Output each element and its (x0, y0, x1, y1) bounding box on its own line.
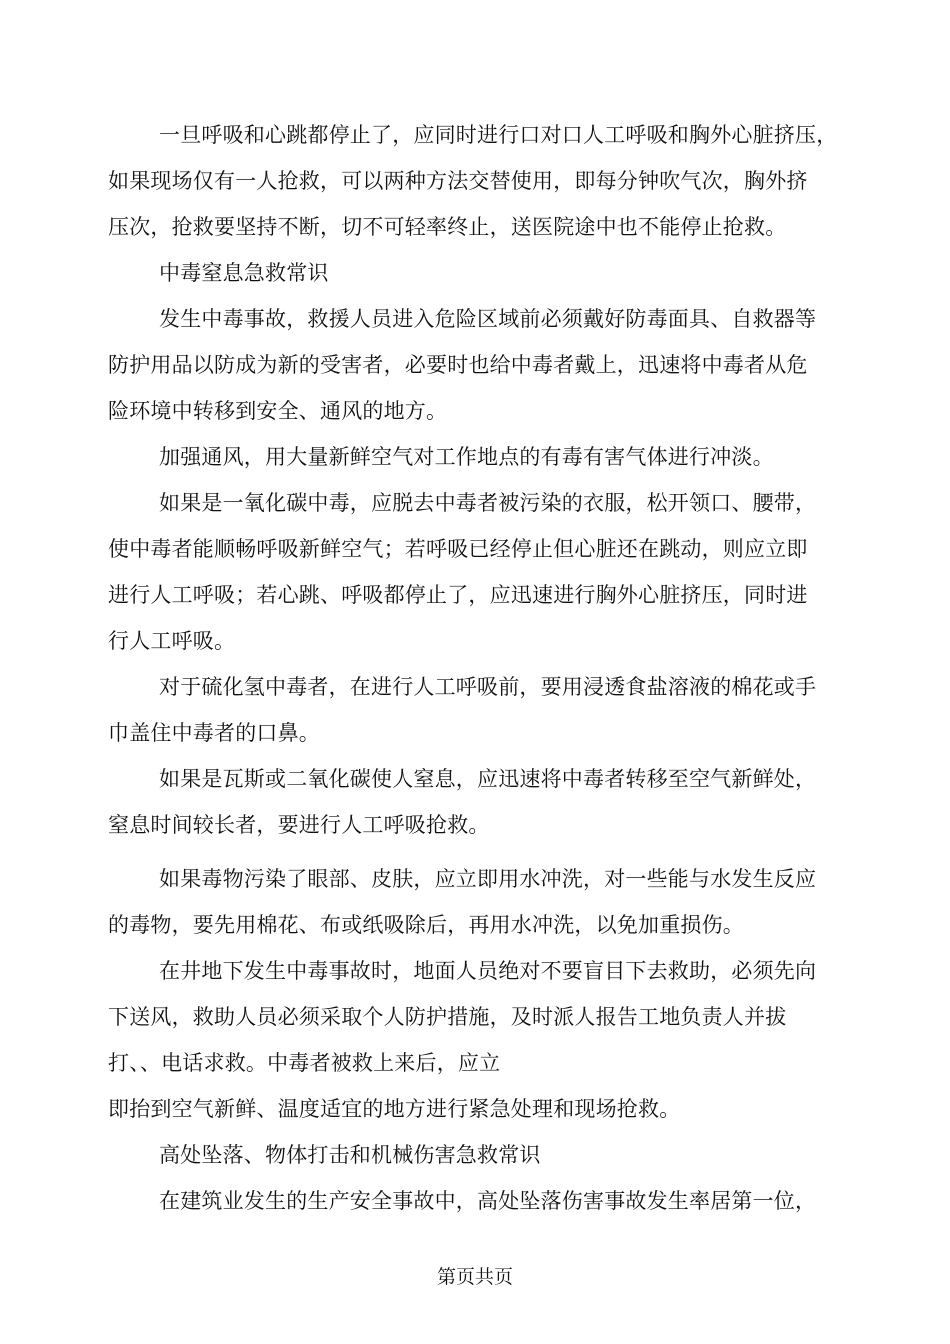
paragraph-line: 对于硫化氢中毒者，在进行人工呼吸前，要用浸透食盐溶液的棉花或手 (159, 675, 817, 699)
page-footer: 第页共页 (436, 1266, 513, 1288)
paragraph-line: 加强通风，用大量新鲜空气对工作地点的有毒有害气体进行冲淡。 (159, 445, 774, 469)
paragraph-line: 即抬到空气新鲜、温度适宜的地方进行紧急处理和现场抢救。 (108, 1097, 681, 1121)
paragraph-line: 行人工呼吸。 (108, 629, 236, 653)
paragraph-line: 的毒物，要先用棉花、布或纸吸除后，再用水冲洗，以免加重损伤。 (108, 913, 744, 937)
paragraph-line: 险环境中转移到安全、通风的地方。 (108, 399, 448, 423)
paragraph-line: 巾盖住中毒者的口鼻。 (108, 721, 320, 745)
paragraph-line: 下送风，救助人员必须采取个人防护措施，及时派人报告工地负责人并拔 (108, 1005, 787, 1029)
paragraph-line: 如果现场仅有一人抢救，可以两种方法交替使用，即每分钟吹气次，胸外挤 (108, 169, 808, 193)
paragraph-line: 使中毒者能顺畅呼吸新鲜空气；若呼吸已经停止但心脏还在跳动，则应立即 (108, 537, 808, 561)
paragraph-line: 窒息时间较长者，要进行人工呼吸抢救。 (108, 813, 490, 837)
paragraph-line: 如果是一氧化碳中毒，应脱去中毒者被污染的衣服，松开领口、腰带， (159, 491, 817, 515)
paragraph-line: 如果毒物污染了眼部、皮肤，应立即用水冲洗，对一些能与水发生反应 (159, 867, 817, 891)
paragraph-line: 如果是瓦斯或二氧化碳使人窒息，应迅速将中毒者转移至空气新鲜处， (159, 767, 817, 791)
section-heading: 中毒窒息急救常识 (159, 261, 329, 285)
paragraph-line: 压次，抢救要坚持不断，切不可轻率终止，送医院途中也不能停止抢救。 (108, 215, 787, 239)
section-heading: 高处坠落、物体打击和机械伤害急救常识 (159, 1143, 541, 1167)
paragraph-line: 在建筑业发生的生产安全事故中，高处坠落伤害事故发生率居第一位， (159, 1189, 817, 1213)
paragraph-line: 一旦呼吸和心跳都停止了，应同时进行口对口人工呼吸和胸外心脏挤压， (159, 123, 838, 147)
paragraph-line: 发生中毒事故，救援人员进入危险区域前必须戴好防毒面具、自救器等 (159, 307, 817, 331)
paragraph-line: 打、、电话求救。中毒者被救上来后，应立 (108, 1051, 501, 1075)
paragraph-line: 防护用品以防成为新的受害者，必要时也给中毒者戴上，迅速将中毒者从危 (108, 353, 808, 377)
paragraph-line: 进行人工呼吸；若心跳、呼吸都停止了，应迅速进行胸外心脏挤压，同时进 (108, 583, 808, 607)
paragraph-line: 在井地下发生中毒事故时，地面人员绝对不要盲目下去救助，必须先向 (159, 959, 817, 983)
